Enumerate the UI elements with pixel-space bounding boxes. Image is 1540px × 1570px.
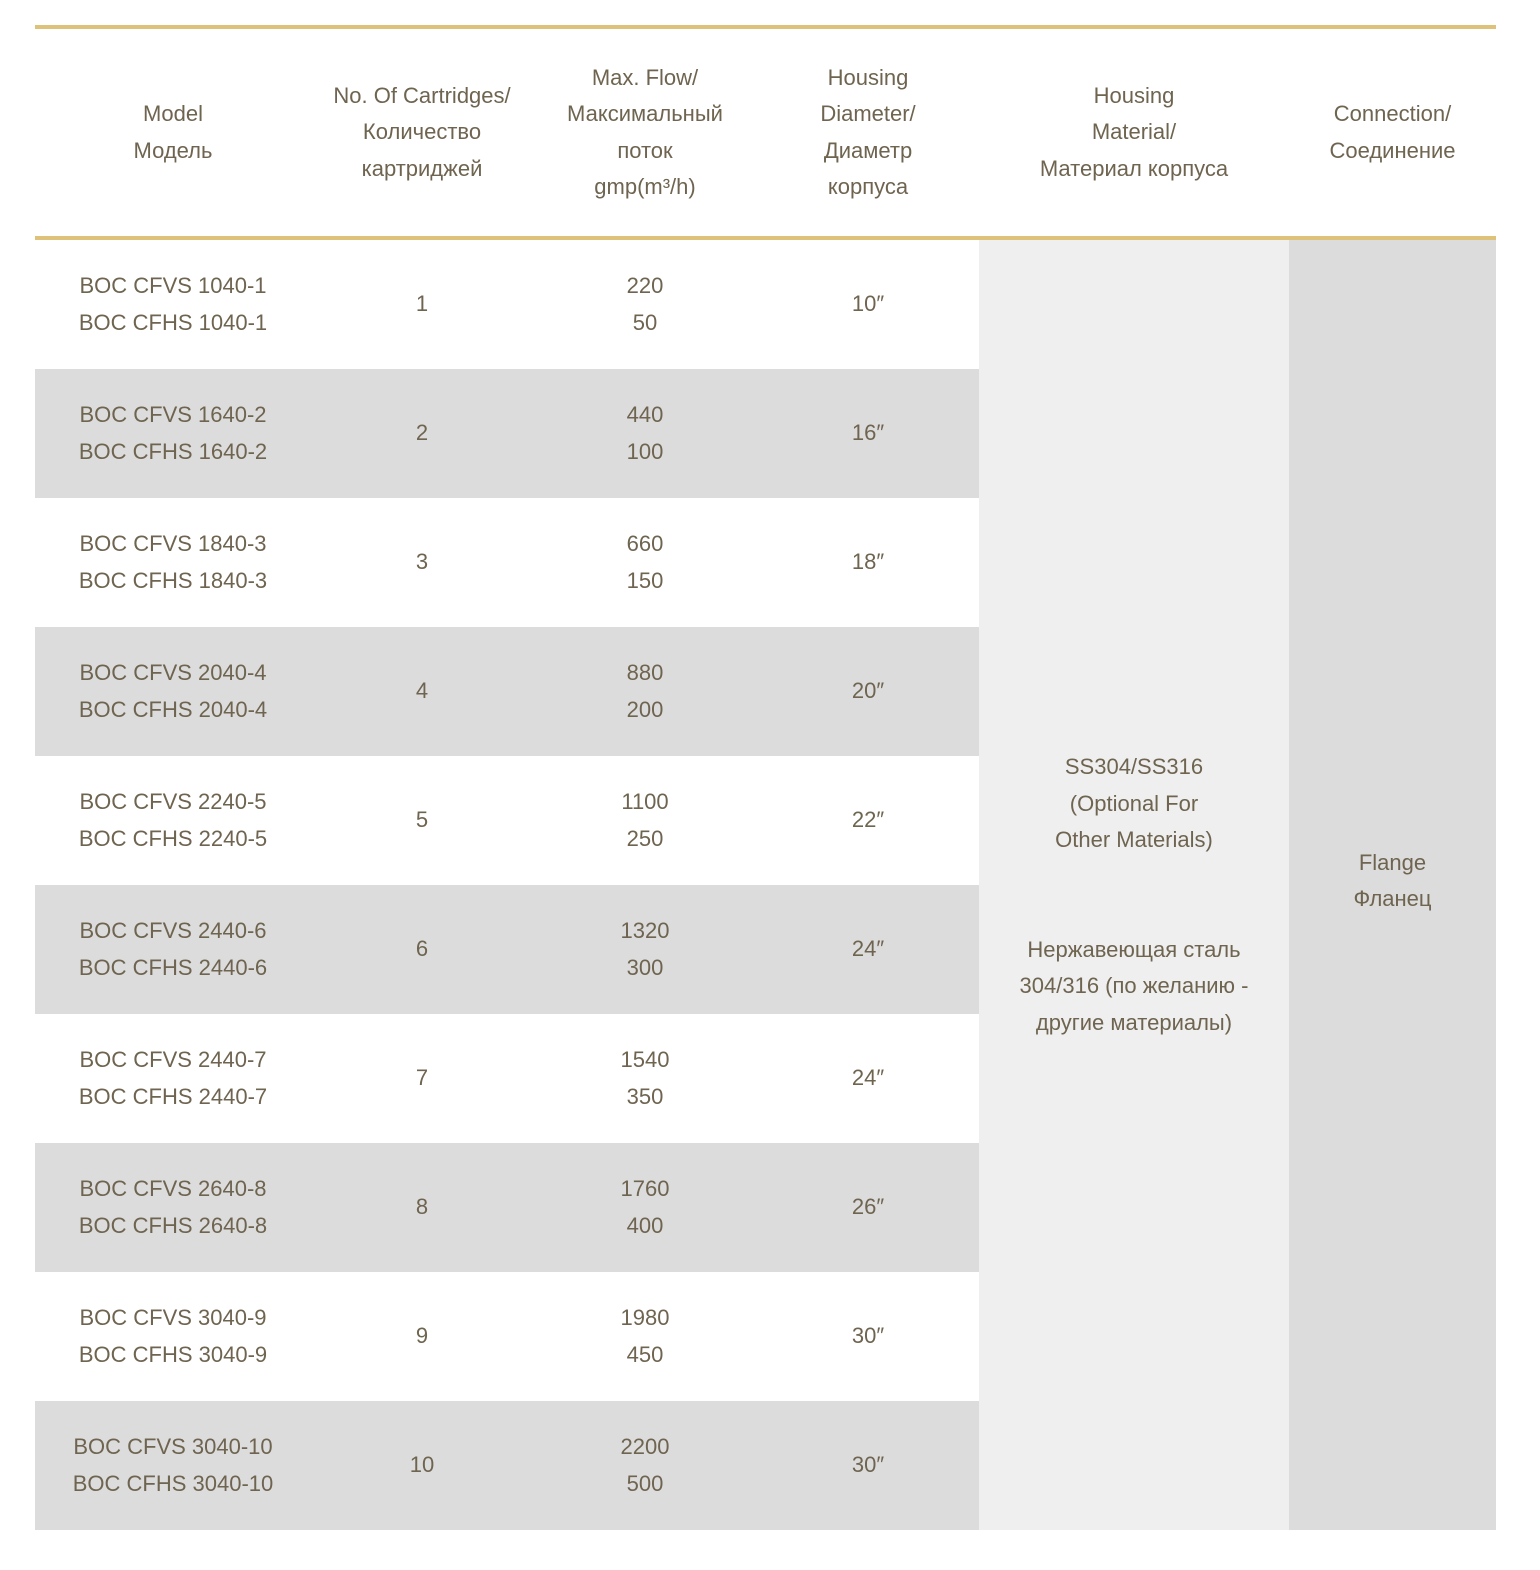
cartridges-cartridges: 7 (415, 1065, 429, 1091)
diameter-cell (757, 1272, 979, 1401)
model-model-v: BOC CFVS 2040-4 (79, 660, 267, 685)
model-cell (35, 498, 311, 627)
diameter-diameter: 10″ (851, 291, 885, 317)
flow-cell (533, 240, 757, 369)
cartridges-cell (311, 1014, 533, 1143)
header-diameter-line4: корпуса (827, 174, 909, 199)
header-flow-line2: Максимальный (567, 101, 723, 126)
header-diameter-line2: Diameter/ (820, 101, 916, 126)
model-model-h: BOC CFHS 2640-8 (78, 1212, 268, 1238)
model-cell (35, 240, 311, 369)
flow-cell (533, 627, 757, 756)
cartridges-cartridges: 2 (415, 420, 429, 446)
model-model-h: BOC CFHS 2040-4 (78, 696, 268, 722)
diameter-cell (757, 627, 979, 756)
material-cell (979, 240, 1289, 1530)
model-model-v: BOC CFVS 2440-6 (79, 918, 267, 943)
cartridges-cell (311, 369, 533, 498)
diameter-cell (757, 240, 979, 369)
table-body (35, 240, 1496, 1530)
diameter-cell (757, 1401, 979, 1530)
header-model-ru: Модель (133, 137, 213, 163)
flow-cell (533, 498, 757, 627)
material-ru-line2: 304/316 (по желанию - (1019, 973, 1249, 998)
header-material (979, 78, 1289, 188)
model-model-v: BOC CFVS 2640-8 (79, 1176, 267, 1201)
header-connection-en: Connection/ (1333, 101, 1452, 126)
diameter-cell (757, 1014, 979, 1143)
cartridges-cartridges: 3 (415, 549, 429, 575)
model-model-v: BOC CFVS 3040-9 (79, 1305, 267, 1330)
cartridges-cell (311, 240, 533, 369)
flow-cell (533, 885, 757, 1014)
header-flow-line1: Max. Flow/ (591, 64, 699, 90)
header-connection (1289, 96, 1496, 169)
diameter-diameter: 20″ (851, 678, 885, 704)
model-cell (35, 756, 311, 885)
flow-cell (533, 756, 757, 885)
flow-cell (533, 1014, 757, 1143)
model-model-v: BOC CFVS 1640-2 (79, 402, 267, 427)
model-model-v: BOC CFVS 2440-7 (79, 1047, 267, 1072)
flow-flow-m3h: 250 (626, 825, 664, 851)
spec-table (35, 25, 1496, 1530)
header-cartridges (311, 78, 533, 188)
flow-flow-gpm: 1760 (620, 1176, 670, 1201)
cartridges-cell (311, 627, 533, 756)
model-model-h: BOC CFHS 2240-5 (78, 825, 268, 851)
cartridges-cartridges: 5 (415, 807, 429, 833)
cartridges-cartridges: 1 (415, 291, 429, 317)
flow-flow-gpm: 1540 (620, 1047, 670, 1072)
model-model-h: BOC CFHS 2440-7 (78, 1083, 268, 1109)
model-cell (35, 627, 311, 756)
header-material-line3: Материал корпуса (1039, 155, 1229, 181)
model-model-h: BOC CFHS 3040-9 (78, 1341, 268, 1367)
table-header (35, 29, 1496, 236)
header-diameter-line1: Housing (827, 64, 909, 90)
diameter-diameter: 24″ (851, 936, 885, 962)
cartridges-cell (311, 1401, 533, 1530)
diameter-diameter: 22″ (851, 807, 885, 833)
model-cell (35, 885, 311, 1014)
cartridges-cartridges: 4 (415, 678, 429, 704)
flow-cell (533, 1401, 757, 1530)
flow-cell (533, 369, 757, 498)
flow-flow-gpm: 2200 (620, 1434, 670, 1459)
material-en-line2: (Optional For (1069, 790, 1199, 816)
flow-flow-gpm: 1980 (620, 1305, 670, 1330)
flow-flow-gpm: 220 (626, 273, 664, 298)
diameter-cell (757, 1143, 979, 1272)
model-model-h: BOC CFHS 3040-10 (72, 1470, 274, 1496)
model-model-v: BOC CFVS 3040-10 (73, 1434, 273, 1459)
flow-flow-m3h: 350 (626, 1083, 664, 1109)
header-flow (533, 60, 757, 206)
model-model-v: BOC CFVS 1040-1 (79, 273, 267, 298)
flow-flow-gpm: 1320 (620, 918, 670, 943)
cartridges-cartridges: 8 (415, 1194, 429, 1220)
material-en-line1: SS304/SS316 (1064, 754, 1204, 779)
model-model-v: BOC CFVS 1840-3 (79, 531, 267, 556)
connection-en: Flange (1358, 849, 1427, 875)
flow-flow-gpm: 1100 (621, 789, 669, 814)
header-flow-line3: поток (617, 137, 673, 163)
diameter-diameter: 30″ (851, 1452, 885, 1478)
header-material-line2: Material/ (1091, 119, 1177, 145)
flow-flow-gpm: 880 (626, 660, 664, 685)
cartridges-cell (311, 1272, 533, 1401)
model-model-h: BOC CFHS 1840-3 (78, 567, 268, 593)
model-cell (35, 1143, 311, 1272)
cartridges-cell (311, 756, 533, 885)
header-diameter (757, 60, 979, 206)
diameter-cell (757, 498, 979, 627)
connection-cell (1289, 240, 1496, 1530)
flow-flow-m3h: 200 (626, 696, 664, 722)
model-model-h: BOC CFHS 1040-1 (78, 309, 268, 335)
model-cell (35, 1401, 311, 1530)
flow-flow-m3h: 450 (626, 1341, 664, 1367)
flow-flow-m3h: 300 (626, 954, 664, 980)
header-model-en: Model (143, 101, 203, 126)
header-material-line1: Housing (1093, 82, 1175, 108)
model-cell (35, 1272, 311, 1401)
header-cartridges-line2: Количество (362, 119, 482, 145)
flow-flow-m3h: 400 (626, 1212, 664, 1238)
flow-flow-m3h: 100 (626, 438, 664, 464)
material-en-line3: Other Materials) (1055, 827, 1213, 852)
header-cartridges-line3: картриджей (361, 155, 483, 181)
model-model-v: BOC CFVS 2240-5 (79, 789, 267, 814)
model-model-h: BOC CFHS 1640-2 (78, 438, 268, 464)
diameter-diameter: 26″ (851, 1194, 885, 1220)
diameter-cell (757, 756, 979, 885)
header-flow-line4: gmp(m³/h) (594, 174, 696, 199)
cartridges-cartridges: 9 (415, 1323, 429, 1349)
header-diameter-line3: Диаметр (823, 137, 913, 163)
flow-flow-gpm: 660 (626, 531, 664, 556)
diameter-diameter: 30″ (851, 1323, 885, 1349)
cartridges-cell (311, 498, 533, 627)
flow-flow-m3h: 150 (626, 567, 664, 593)
model-cell (35, 369, 311, 498)
flow-cell (533, 1272, 757, 1401)
diameter-diameter: 24″ (851, 1065, 885, 1091)
material-ru-line1: Нержавеющая сталь (1027, 936, 1241, 962)
cartridges-cartridges: 6 (415, 936, 429, 962)
header-connection-ru: Соединение (1329, 137, 1456, 163)
flow-cell (533, 1143, 757, 1272)
cartridges-cell (311, 1143, 533, 1272)
cartridges-cartridges: 10 (409, 1452, 435, 1478)
material-ru-line3: другие материалы) (1035, 1009, 1233, 1035)
flow-flow-m3h: 500 (626, 1470, 664, 1496)
cartridges-cell (311, 885, 533, 1014)
diameter-cell (757, 885, 979, 1014)
connection-ru: Фланец (1353, 886, 1432, 911)
diameter-diameter: 16″ (851, 420, 885, 446)
model-cell (35, 1014, 311, 1143)
diameter-diameter: 18″ (851, 549, 885, 575)
flow-flow-m3h: 50 (632, 309, 658, 335)
header-model (35, 96, 311, 169)
flow-flow-gpm: 440 (626, 402, 664, 427)
model-model-h: BOC CFHS 2440-6 (78, 954, 268, 980)
diameter-cell (757, 369, 979, 498)
header-cartridges-line1: No. Of Cartridges/ (333, 82, 511, 108)
